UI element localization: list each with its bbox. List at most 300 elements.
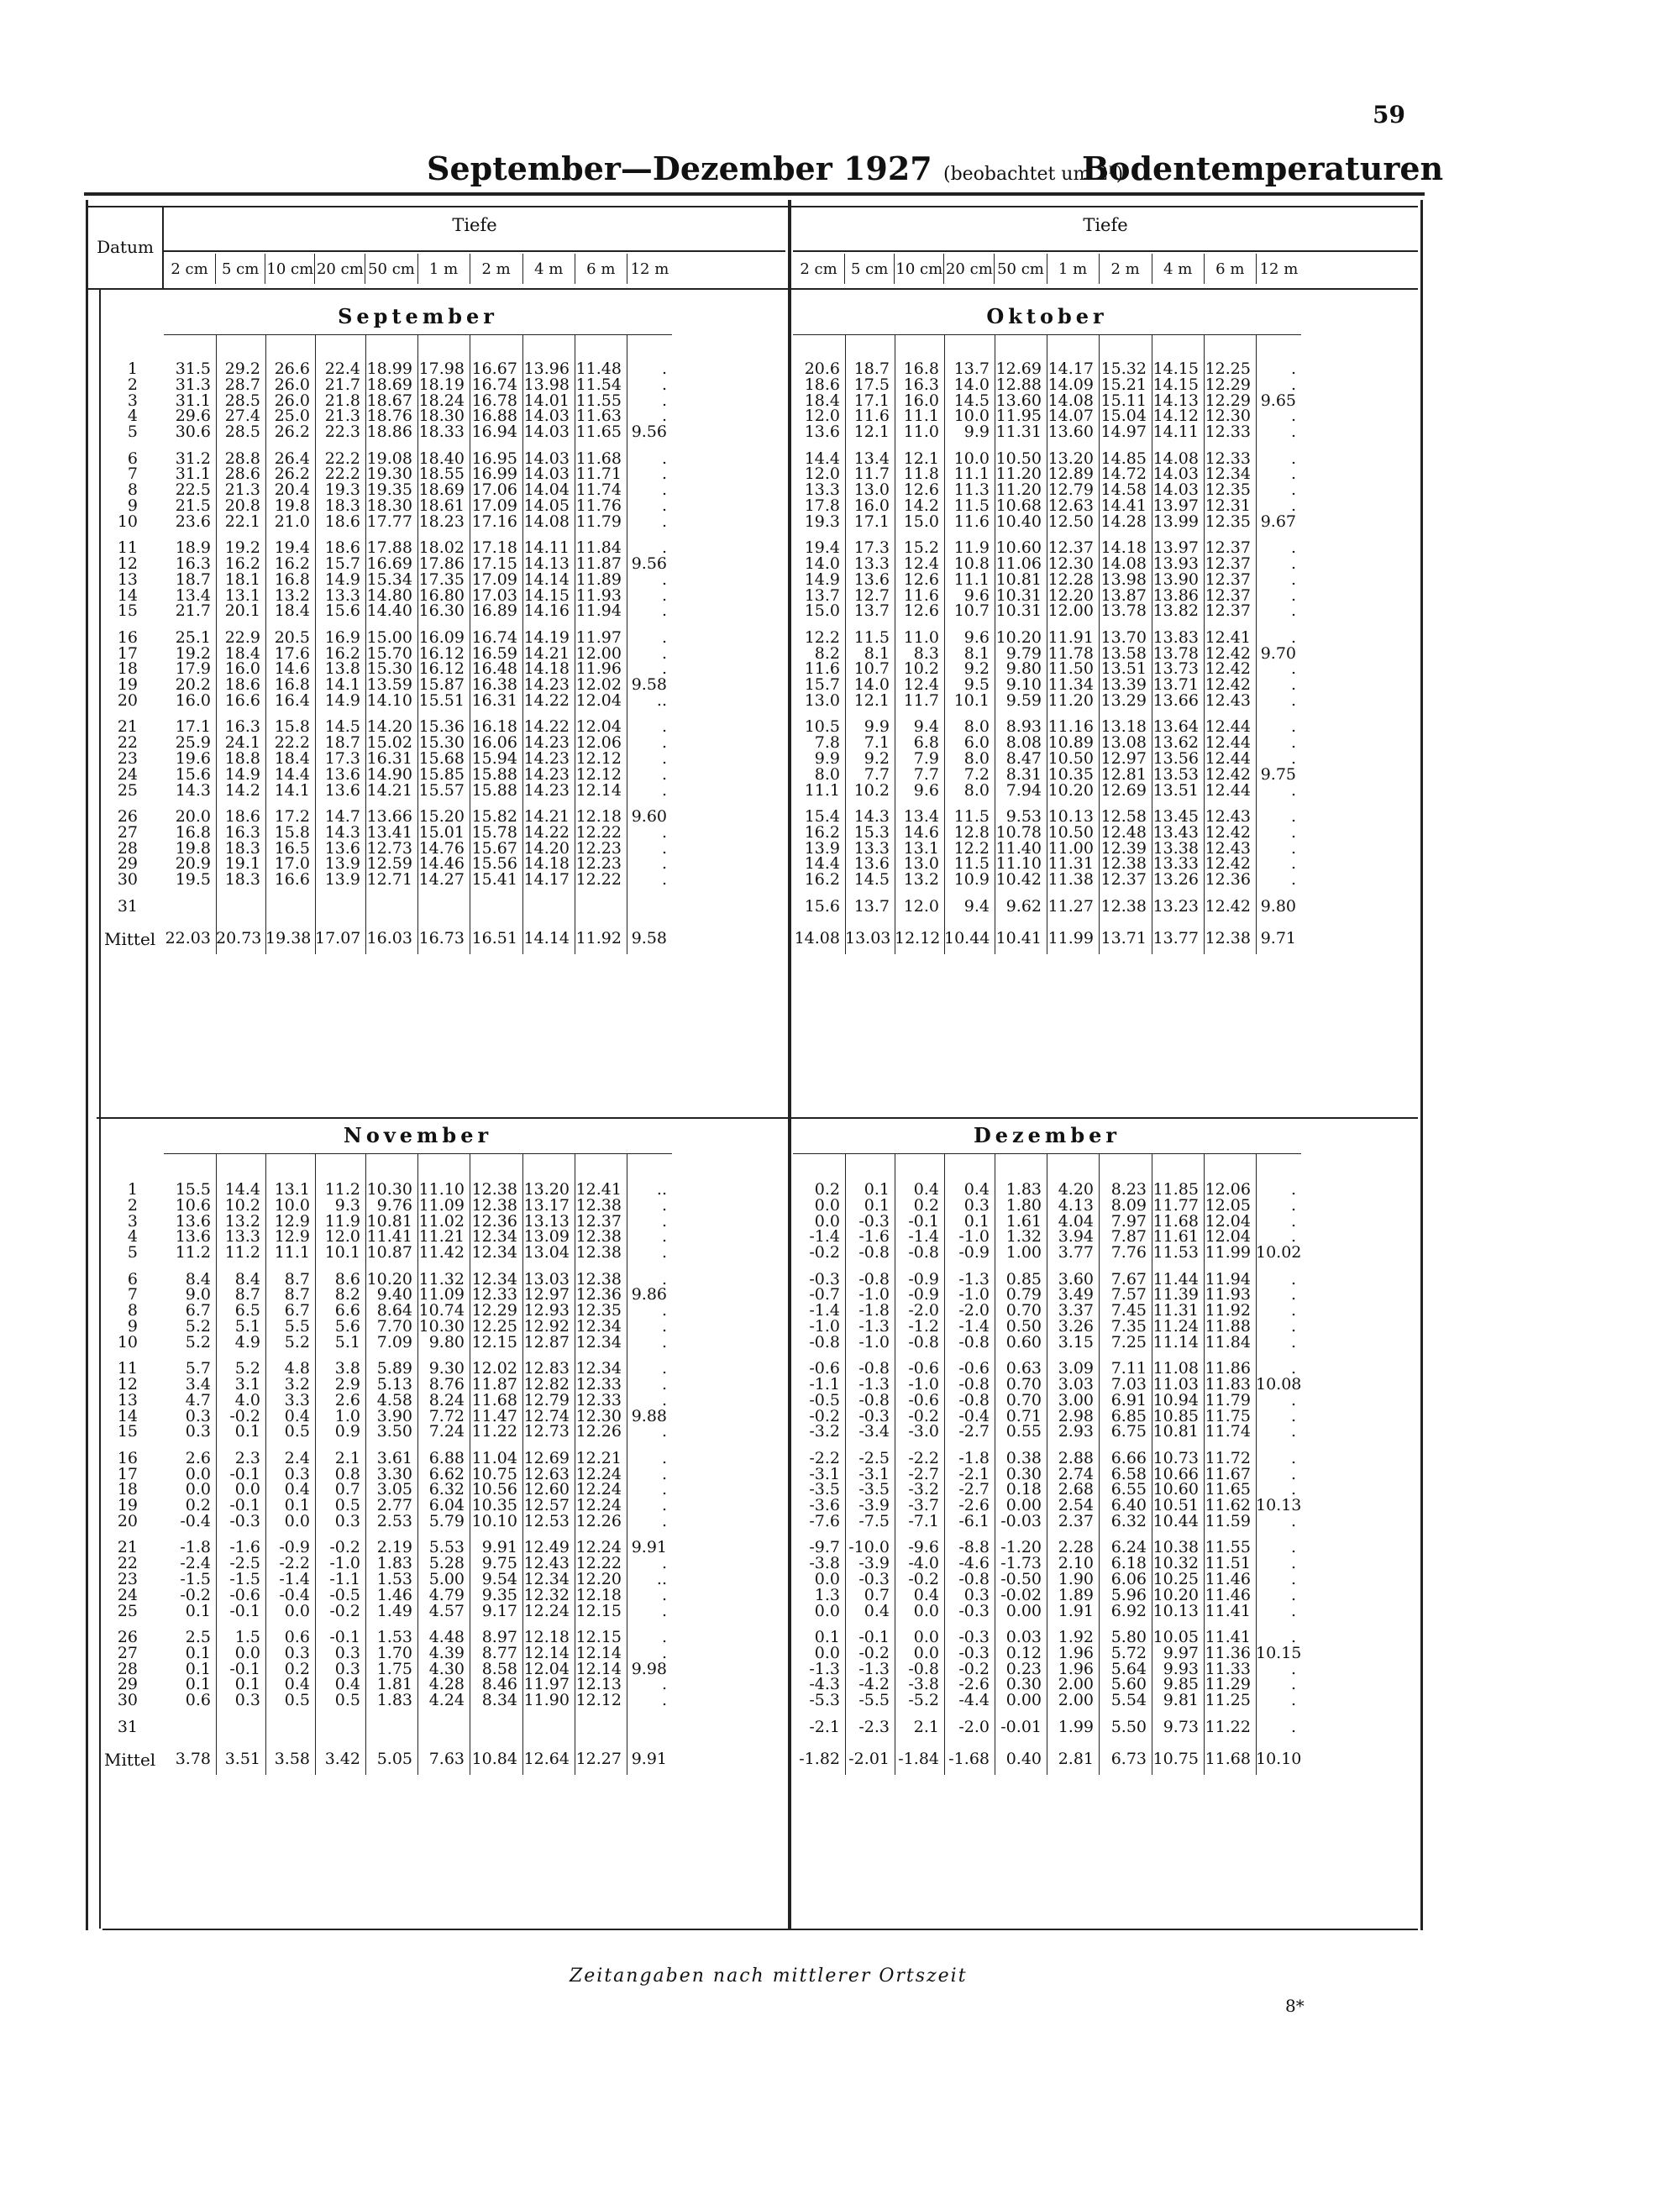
table-cell: 13.7 — [953, 360, 990, 378]
table-cell: 5.1 — [334, 1332, 360, 1352]
table-cell: 15.01 — [418, 822, 465, 842]
table-cell: 13.33 — [1152, 854, 1199, 874]
table-cell: 12.6 — [903, 569, 939, 589]
table-cell: -0.3 — [809, 1269, 840, 1289]
table-cell: 7.7 — [864, 764, 890, 784]
table-cell: 11.1 — [903, 407, 939, 426]
table-cell: -0.1 — [229, 1464, 260, 1483]
table-cell: 12.43 — [1205, 691, 1251, 710]
table-cell: 8.93 — [1005, 717, 1042, 737]
table-cell: 11.33 — [1205, 1659, 1251, 1678]
table-cell: . — [1290, 1390, 1296, 1409]
table-cell: 11.65 — [575, 423, 622, 442]
column-rule — [522, 1153, 523, 1775]
table-cell: 11.22 — [471, 1422, 517, 1441]
table-cell: -1.5 — [180, 1570, 211, 1588]
mittel-cell: 10.10 — [1256, 1749, 1302, 1768]
table-cell: -1.3 — [809, 1659, 840, 1678]
table-cell: -0.1 — [229, 1659, 260, 1678]
table-cell: 9.80 — [1260, 896, 1296, 916]
table-cell: 16.18 — [471, 717, 517, 737]
tiefe-label-left: Tiefe — [452, 215, 497, 235]
table-cell: 14.20 — [366, 717, 412, 737]
table-cell: -7.6 — [809, 1512, 840, 1530]
table-cell: . — [661, 780, 667, 800]
table-cell: .. — [656, 691, 667, 710]
table-cell: -0.3 — [958, 1643, 990, 1662]
table-cell: . — [661, 585, 667, 605]
table-cell: 12.41 — [1205, 627, 1251, 647]
table-cell: 18.4 — [274, 601, 310, 621]
table-cell: 4.24 — [428, 1691, 465, 1710]
title-main: September—Dezember 1927 — [427, 150, 932, 187]
mittel-cell: 13.03 — [845, 928, 891, 947]
table-cell: 13.29 — [1100, 691, 1147, 710]
depth-header-left — [164, 254, 672, 284]
table-cell: 12.30 — [1047, 554, 1094, 573]
table-cell: 12.92 — [523, 1317, 570, 1336]
table-cell: . — [1290, 1406, 1296, 1425]
table-cell: 17.88 — [366, 538, 412, 558]
table-cell: 1.80 — [1005, 1195, 1042, 1215]
table-cell: 13.78 — [1152, 643, 1199, 663]
table-cell: 5.50 — [1110, 1717, 1147, 1736]
column-rule — [845, 334, 846, 954]
table-cell: 17.6 — [274, 643, 310, 663]
table-cell: 5.72 — [1110, 1643, 1147, 1662]
table-cell: 10.44 — [1152, 1512, 1199, 1530]
table-cell: . — [661, 717, 667, 737]
table-cell: -0.8 — [958, 1570, 990, 1588]
table-cell: 12.28 — [1047, 569, 1094, 589]
table-cell: 13.90 — [1152, 569, 1199, 589]
table-cell: 3.49 — [1058, 1285, 1094, 1304]
table-cell: 11.44 — [1152, 1269, 1199, 1289]
table-cell: -1.2 — [908, 1317, 939, 1336]
table-cell: 12.42 — [1205, 659, 1251, 679]
table-cell: 13.58 — [1100, 643, 1147, 663]
table-cell: 6.5 — [234, 1301, 260, 1320]
table-cell: 14.21 — [523, 807, 570, 826]
header-bottom-rule — [87, 288, 1418, 290]
column-rule — [522, 334, 523, 954]
table-cell: 2.4 — [284, 1448, 310, 1467]
day-number: 20 — [117, 691, 138, 710]
table-cell: 20.1 — [224, 601, 260, 621]
table-cell: 0.1 — [185, 1675, 211, 1694]
table-cell: . — [1290, 1480, 1296, 1499]
mittel-cell: 14.14 — [523, 928, 570, 947]
table-cell: 17.09 — [471, 496, 517, 515]
table-cell: . — [1290, 496, 1296, 515]
table-cell: 9.56 — [631, 554, 667, 573]
table-cell: 13.3 — [224, 1227, 260, 1247]
table-cell: 9.80 — [428, 1332, 465, 1352]
table-cell: 13.09 — [523, 1227, 570, 1247]
table-cell: 13.17 — [523, 1195, 570, 1215]
table-cell: 11.62 — [1205, 1496, 1251, 1515]
table-cell: 16.74 — [471, 627, 517, 647]
table-cell: 11.00 — [1047, 838, 1094, 858]
table-cell: 11.5 — [853, 627, 890, 647]
table-cell: . — [661, 496, 667, 515]
table-cell: 16.31 — [471, 691, 517, 710]
table-cell: 6.85 — [1110, 1406, 1147, 1425]
table-cell: 12.06 — [575, 733, 622, 753]
day-number: 16 — [117, 627, 138, 647]
table-cell: 22.2 — [274, 733, 310, 753]
table-cell: 0.63 — [1005, 1359, 1042, 1378]
table-cell: . — [1290, 585, 1296, 605]
table-cell: 17.98 — [418, 360, 465, 378]
table-cell: 16.0 — [853, 496, 890, 515]
table-cell: 11.59 — [1205, 1512, 1251, 1530]
table-cell: -3.4 — [858, 1422, 890, 1441]
table-cell: 11.31 — [1152, 1301, 1199, 1320]
table-cell: -4.4 — [958, 1691, 990, 1710]
column-rule — [1099, 334, 1100, 954]
table-cell: 12.12 — [575, 749, 622, 768]
day-number: 18 — [117, 659, 138, 679]
table-cell: -1.0 — [858, 1332, 890, 1352]
table-cell: 13.97 — [1152, 538, 1199, 558]
table-cell: 1.49 — [376, 1601, 412, 1620]
table-cell: -10.0 — [848, 1538, 890, 1557]
table-cell: 0.2 — [284, 1659, 310, 1678]
title-rule — [84, 192, 1425, 196]
table-cell: 27.4 — [224, 407, 260, 426]
table-cell: -2.2 — [279, 1554, 310, 1573]
table-cell: 10.1 — [953, 691, 990, 710]
table-cell: 0.85 — [1005, 1269, 1042, 1289]
table-cell: 18.6 — [804, 375, 840, 394]
table-cell: 11.38 — [1047, 870, 1094, 890]
table-cell: -1.0 — [858, 1285, 890, 1304]
column-rule — [216, 1153, 217, 1775]
table-cell: -0.8 — [908, 1243, 939, 1262]
table-cell: 26.2 — [274, 465, 310, 484]
table-cell: 12.04 — [1205, 1211, 1251, 1231]
table-cell: 11.31 — [1047, 854, 1094, 874]
mittel-cell: 11.99 — [1047, 928, 1094, 947]
table-cell: 12.58 — [1100, 807, 1147, 826]
table-cell: -3.1 — [858, 1464, 890, 1483]
table-cell: -1.8 — [958, 1448, 990, 1467]
table-cell: 12.33 — [1205, 423, 1251, 442]
table-cell: 3.61 — [376, 1448, 412, 1467]
day-number: 12 — [117, 1375, 138, 1394]
table-cell: 2.53 — [376, 1512, 412, 1530]
day-number: 30 — [117, 1691, 138, 1710]
depth-label: 12 m — [627, 254, 672, 284]
header-top-rule — [87, 206, 1418, 207]
table-cell: 15.87 — [418, 675, 465, 695]
table-cell: 2.98 — [1058, 1406, 1094, 1425]
table-cell: 10.85 — [1152, 1406, 1199, 1425]
table-cell: 8.1 — [963, 643, 990, 663]
mittel-label: Mittel — [104, 928, 156, 949]
table-cell: 11.47 — [471, 1406, 517, 1425]
month-title: September — [338, 304, 498, 328]
table-cell: 11.21 — [418, 1227, 465, 1247]
table-cell: 7.11 — [1110, 1359, 1147, 1378]
mittel-cell: 10.44 — [944, 928, 990, 947]
table-cell: 14.5 — [853, 870, 890, 890]
table-cell: 11.68 — [471, 1390, 517, 1409]
table-cell: 10.20 — [1152, 1585, 1199, 1604]
table-cell: 12.14 — [523, 1643, 570, 1662]
month-header-rule — [164, 1153, 672, 1154]
table-cell: 12.36 — [1205, 870, 1251, 890]
table-cell: -0.2 — [809, 1243, 840, 1262]
table-cell: 0.8 — [334, 1464, 360, 1483]
table-cell: -0.1 — [329, 1628, 360, 1646]
table-cell: 12.79 — [1047, 480, 1094, 500]
table-cell: 12.15 — [471, 1332, 517, 1352]
table-cell: 7.8 — [814, 733, 840, 753]
table-cell: 13.0 — [804, 691, 840, 710]
table-cell: 12.44 — [1205, 733, 1251, 753]
table-cell: 12.89 — [1047, 465, 1094, 484]
table-cell: -0.9 — [279, 1538, 310, 1557]
table-cell: 11.84 — [1205, 1332, 1251, 1352]
table-cell: 13.1 — [903, 838, 939, 858]
table-cell: -1.5 — [229, 1570, 260, 1588]
table-cell: 9.73 — [1163, 1717, 1199, 1736]
table-cell: 12.15 — [575, 1628, 622, 1646]
mittel-cell: 20.73 — [216, 928, 262, 947]
table-cell: 16.3 — [903, 375, 939, 394]
table-cell: 9.9 — [814, 749, 840, 768]
table-cell: 12.24 — [575, 1538, 622, 1557]
table-cell: 8.34 — [481, 1691, 517, 1710]
table-cell: 0.18 — [1005, 1480, 1042, 1499]
table-cell: 9.10 — [1005, 675, 1042, 695]
table-cell: 18.19 — [418, 375, 465, 394]
table-cell: 8.6 — [334, 1269, 360, 1289]
table-cell: -0.7 — [809, 1285, 840, 1304]
table-cell: . — [1290, 1554, 1296, 1573]
table-cell: . — [1290, 375, 1296, 394]
table-cell: . — [661, 1195, 667, 1215]
table-cell: 13.41 — [366, 822, 412, 842]
table-cell: -0.5 — [329, 1585, 360, 1604]
table-cell: 2.74 — [1058, 1464, 1094, 1483]
table-cell: 17.15 — [471, 554, 517, 573]
mittel-cell: 17.07 — [315, 928, 361, 947]
day-number: 22 — [117, 1554, 138, 1573]
table-cell: 0.0 — [814, 1601, 840, 1620]
table-cell: 1.0 — [334, 1406, 360, 1425]
table-cell: 9.59 — [1005, 691, 1042, 710]
table-cell: 17.77 — [366, 512, 412, 531]
mittel-cell: 2.81 — [1058, 1749, 1094, 1768]
table-cell: 0.0 — [234, 1643, 260, 1662]
table-cell: 14.15 — [1152, 375, 1199, 394]
table-cell: . — [661, 601, 667, 621]
table-cell: 25.0 — [274, 407, 310, 426]
table-cell: 21.7 — [175, 601, 211, 621]
table-cell: 6.6 — [334, 1301, 360, 1320]
table-cell: 15.4 — [804, 807, 840, 826]
table-cell: 0.5 — [334, 1691, 360, 1710]
depth-label: 1 m — [1047, 254, 1099, 284]
table-cell: 14.11 — [523, 538, 570, 558]
table-cell: 1.00 — [1005, 1243, 1042, 1262]
table-cell: 13.08 — [1100, 733, 1147, 753]
table-cell: 29.2 — [224, 360, 260, 378]
table-cell: 26.0 — [274, 391, 310, 410]
day-number: 31 — [117, 896, 138, 916]
table-cell: 8.47 — [1005, 749, 1042, 768]
table-cell: 10.25 — [1152, 1570, 1199, 1588]
table-cell: -3.5 — [809, 1480, 840, 1499]
table-cell: 2.28 — [1058, 1538, 1094, 1557]
table-cell: 11.76 — [575, 496, 622, 515]
day-number: 3 — [127, 1211, 138, 1231]
depth-label: 12 m — [1256, 254, 1301, 284]
table-cell: 16.31 — [366, 749, 412, 768]
table-cell: . — [661, 733, 667, 753]
table-cell: 12.43 — [1205, 838, 1251, 858]
table-cell: 12.43 — [523, 1554, 570, 1573]
table-cell: 13.9 — [324, 854, 360, 874]
table-cell: 11.67 — [1205, 1464, 1251, 1483]
table-cell: . — [661, 1643, 667, 1662]
table-cell: 1.92 — [1058, 1628, 1094, 1646]
table-cell: 15.0 — [903, 512, 939, 531]
table-cell: 7.03 — [1110, 1375, 1147, 1394]
table-cell: -4.2 — [858, 1675, 890, 1694]
table-cell: 0.30 — [1005, 1675, 1042, 1694]
table-cell: 13.2 — [274, 585, 310, 605]
table-cell: 0.6 — [185, 1691, 211, 1710]
table-cell: . — [661, 1554, 667, 1573]
table-cell: 7.57 — [1110, 1285, 1147, 1304]
table-cell: 10.13 — [1256, 1496, 1302, 1515]
table-cell: 1.83 — [1005, 1180, 1042, 1199]
table-cell: . — [1290, 569, 1296, 589]
table-cell: 9.40 — [376, 1285, 412, 1304]
mittel-cell: -1.82 — [799, 1749, 840, 1768]
table-cell: . — [661, 1211, 667, 1231]
table-cell: 3.8 — [334, 1359, 360, 1378]
table-cell: 9.17 — [481, 1601, 517, 1620]
table-cell: 12.1 — [853, 423, 890, 442]
table-cell: 12.1 — [903, 449, 939, 468]
mittel-cell: 14.08 — [794, 928, 840, 947]
mittel-cell: -2.01 — [848, 1749, 890, 1768]
table-cell: 5.2 — [284, 1332, 310, 1352]
table-cell: 11.5 — [953, 854, 990, 874]
table-cell: 12.34 — [523, 1570, 570, 1588]
table-cell: . — [661, 480, 667, 500]
day-number: 19 — [117, 675, 138, 695]
table-cell: 18.33 — [418, 423, 465, 442]
table-cell: 14.0 — [853, 675, 890, 695]
table-cell: 18.1 — [224, 569, 260, 589]
depth-label: 50 cm — [365, 254, 417, 284]
table-cell: 9.4 — [913, 717, 939, 737]
title-right: Bodentemperaturen — [1082, 150, 1444, 187]
table-cell: 10.81 — [995, 569, 1042, 589]
mittel-cell: 3.51 — [224, 1749, 260, 1768]
table-cell: . — [661, 764, 667, 784]
table-cell: 8.0 — [814, 764, 840, 784]
table-cell: 14.23 — [523, 733, 570, 753]
day-number: 31 — [117, 1717, 138, 1736]
table-cell: -0.1 — [908, 1211, 939, 1231]
table-cell: -1.1 — [329, 1570, 360, 1588]
table-cell: 12.8 — [953, 822, 990, 842]
mittel-cell: 12.64 — [523, 1749, 570, 1768]
table-cell: 3.94 — [1058, 1227, 1094, 1247]
table-cell: 28.5 — [224, 391, 260, 410]
table-cell: 10.40 — [995, 512, 1042, 531]
table-cell: 9.58 — [631, 675, 667, 695]
table-cell: 12.20 — [1047, 585, 1094, 605]
table-cell: 13.03 — [523, 1269, 570, 1289]
table-cell: -1.0 — [809, 1317, 840, 1336]
table-cell: 13.7 — [853, 601, 890, 621]
table-cell: 3.00 — [1058, 1390, 1094, 1409]
table-cell: 3.03 — [1058, 1375, 1094, 1394]
depth-label: 20 cm — [943, 254, 994, 284]
signature-mark: 8* — [1285, 1996, 1305, 2016]
table-cell: 16.0 — [175, 691, 211, 710]
mittel-cell: 6.73 — [1110, 1749, 1147, 1768]
table-cell: 16.12 — [418, 659, 465, 679]
table-cell: 12.33 — [1205, 449, 1251, 468]
table-cell: 13.20 — [523, 1180, 570, 1199]
table-cell: -3.0 — [908, 1422, 939, 1441]
table-cell: 11.2 — [324, 1180, 360, 1199]
table-cell: 20.8 — [224, 496, 260, 515]
table-cell: . — [661, 854, 667, 874]
table-cell: 13.9 — [324, 870, 360, 890]
table-cell: 15.88 — [471, 764, 517, 784]
table-cell: 21.5 — [175, 496, 211, 515]
table-cell: 16.67 — [471, 360, 517, 378]
table-cell: 6.04 — [428, 1496, 465, 1515]
table-cell: 3.37 — [1058, 1301, 1094, 1320]
table-cell: 1.53 — [376, 1628, 412, 1646]
table-cell: 19.2 — [224, 538, 260, 558]
table-cell: 13.6 — [804, 423, 840, 442]
table-cell: 1.91 — [1058, 1601, 1094, 1620]
table-cell: 7.94 — [1005, 780, 1042, 800]
table-cell: . — [1290, 1227, 1296, 1247]
table-cell: 12.23 — [575, 838, 622, 858]
table-cell: 12.30 — [575, 1406, 622, 1425]
table-cell: 1.70 — [376, 1643, 412, 1662]
table-cell: 11.22 — [1205, 1717, 1251, 1736]
table-cell: 0.00 — [1005, 1691, 1042, 1710]
table-cell: -0.2 — [958, 1659, 990, 1678]
table-cell: 0.1 — [185, 1643, 211, 1662]
table-cell: 17.3 — [324, 749, 360, 768]
mittel-cell: 3.42 — [324, 1749, 360, 1768]
table-cell: 19.3 — [804, 512, 840, 531]
table-cell: 9.65 — [1260, 391, 1296, 410]
table-cell: -0.9 — [958, 1243, 990, 1262]
table-cell: 10.42 — [995, 870, 1042, 890]
table-cell: 13.70 — [1100, 627, 1147, 647]
table-cell: -1.20 — [1000, 1538, 1042, 1557]
table-cell: 0.0 — [284, 1601, 310, 1620]
table-cell: 11.0 — [903, 627, 939, 647]
table-cell: 21.0 — [274, 512, 310, 531]
